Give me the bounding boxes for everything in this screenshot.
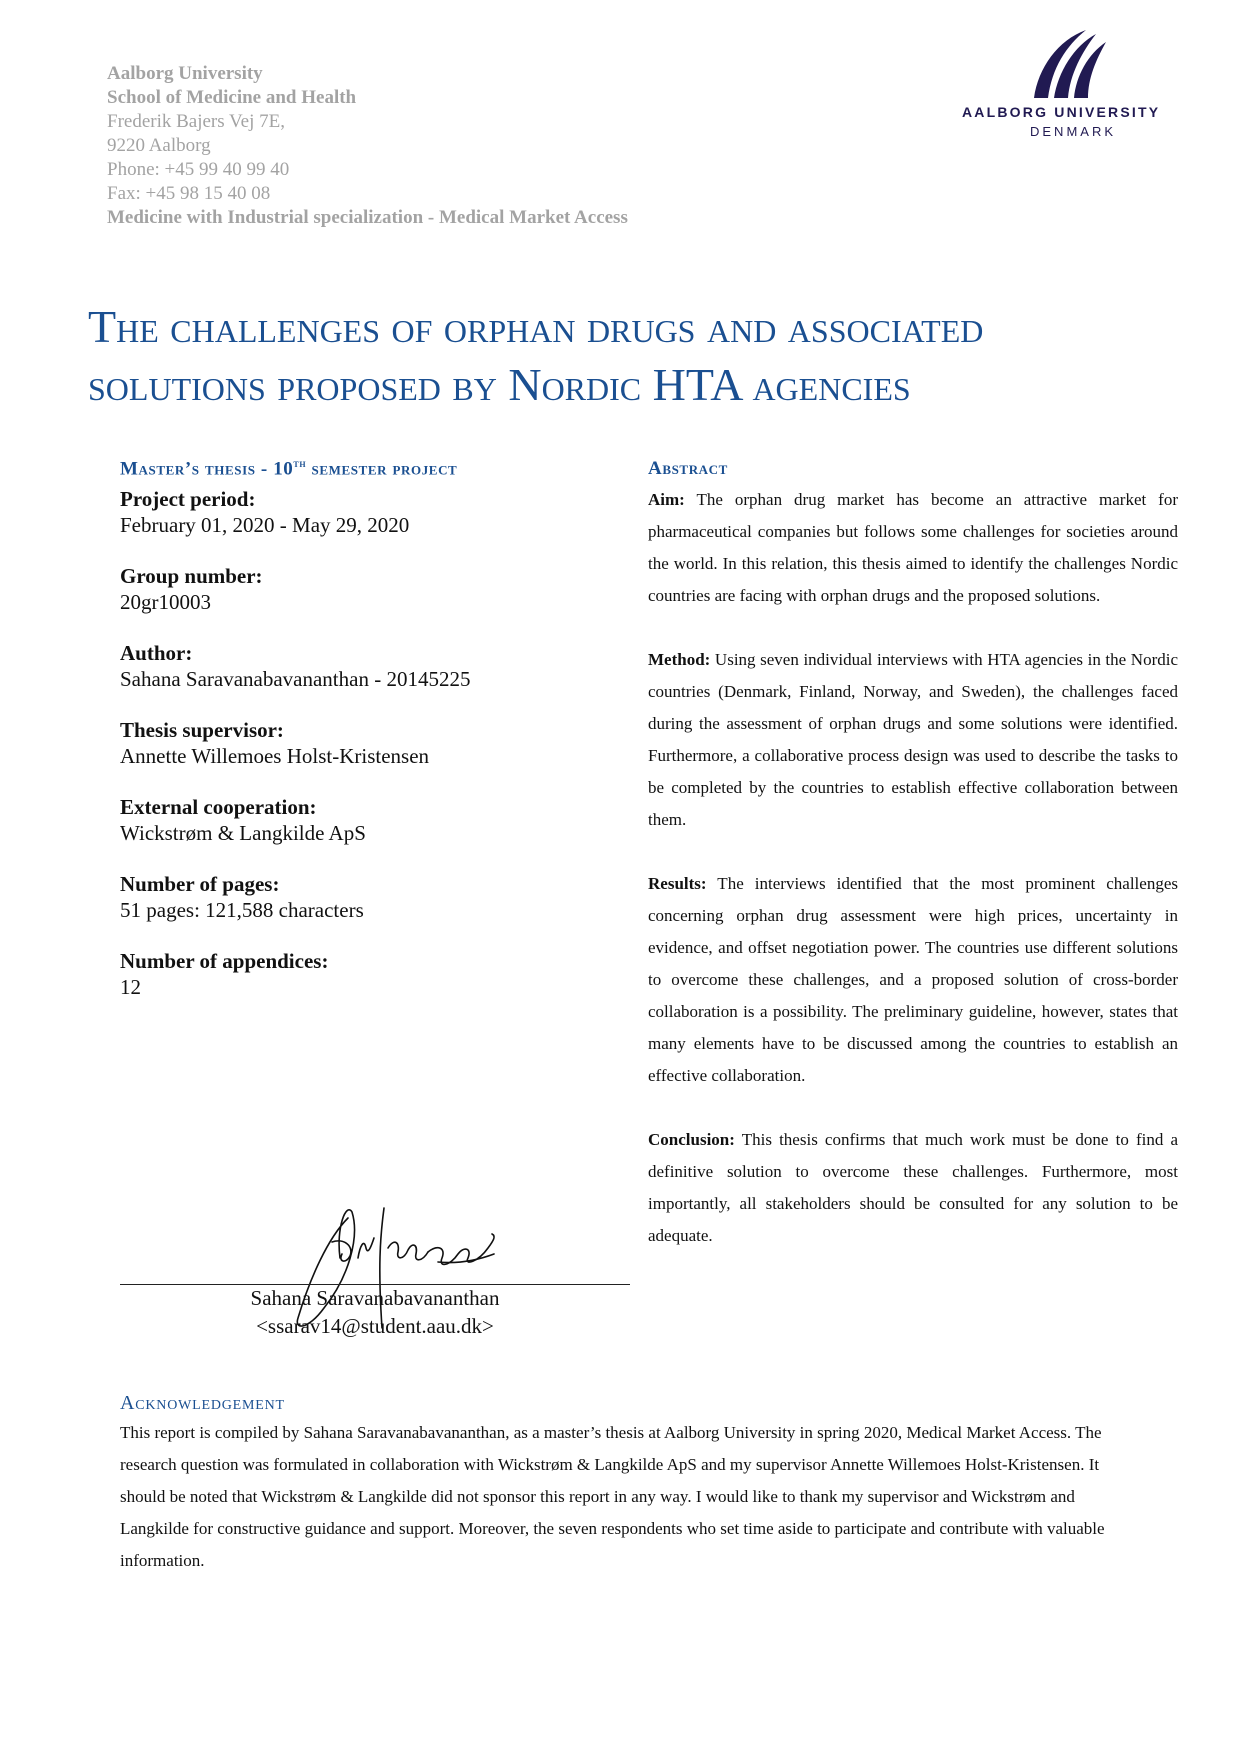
abstract-aim: Aim: The orphan drug market has become an attractive market for pharmaceutical companies but follows some challenges for societies around the world. In this relation, this thesis aimed to identify the challenges Nordic countries are facing with orphan drugs and the proposed solutions.: [648, 490, 1178, 605]
phone-number: Phone: +45 99 40 99 40: [107, 159, 290, 180]
university-logo: [962, 28, 1182, 139]
signature-block: [120, 1284, 630, 1340]
project-info: [120, 458, 640, 1001]
field-group-number: Group number: 20gr10003: [120, 564, 263, 615]
project-heading: Master’s thesis - 10th semester project: [120, 458, 458, 480]
field-project-period: Project period: February 01, 2020 - May 29, 2020: [120, 487, 410, 538]
address-block: [107, 62, 628, 230]
field-thesis-supervisor: Thesis supervisor: Annette Willemoes Holst-Kristensen: [120, 718, 430, 769]
logo-wordmark: AALBORG UNIVERSITY: [962, 104, 1161, 120]
title-line-1: The challenges of orphan drugs and associated: [88, 301, 984, 352]
acknowledgement-section: [120, 1392, 1110, 1577]
field-number-of-appendices: Number of appendices: 12: [120, 949, 329, 1000]
institution-name: Aalborg University: [107, 63, 263, 84]
abstract-method: Method: Using seven individual interviews with HTA agencies in the Nordic countries (Denmark, Finland, Norway, and Sweden), the challenges faced during the assessment of orphan drugs and some solutions were identified. Furthermore, a collaborative process design was used to describe the tasks to be completed by the countries to establish effective collaboration between them.: [648, 650, 1178, 829]
logo-country: DENMARK: [1030, 124, 1117, 139]
school-name: School of Medicine and Health: [107, 87, 357, 108]
aau-wave-logo-icon: [1030, 28, 1110, 100]
abstract-results: Results: The interviews identified that the most prominent challenges concerning orphan drug assessment were high prices, uncertainty in evidence, and offset negotiation power. The countries use different solutions to overcome these challenges, and a proposed solution of cross-border collaboration is a possibility. The preliminary guideline, however, states that many elements have to be discussed among the countries to establish an effective collaboration.: [648, 874, 1178, 1085]
abstract-section: [648, 458, 1178, 1284]
abstract-conclusion: Conclusion: This thesis confirms that much work must be done to find a definitive solution to overcome these challenges. Furthermore, most importantly, all stakeholders should be consulted for any solution to be adequate.: [648, 1130, 1178, 1245]
field-external-cooperation: External cooperation: Wickstrøm & Langkilde ApS: [120, 795, 366, 846]
abstract-heading: Abstract: [648, 458, 728, 479]
acknowledgement-text: This report is compiled by Sahana Saravanabavananthan, as a master’s thesis at Aalborg University in spring 2020, Medical Market Access. The research question was formulated in collaboration with Wickstrøm & Langkilde ApS and my supervisor Annette Willemoes Holst-Kristensen. It should be noted that Wickstrøm & Langkilde did not sponsor this report in any way. I would like to thank my supervisor and Wickstrøm and Langkilde for constructive guidance and support. Moreover, the seven respondents who set time aside to participate and contribute with valuable information.: [120, 1423, 1105, 1570]
program-name: Medicine with Industrial specialization - Medical Market Access: [107, 207, 628, 228]
street-address: Frederik Bajers Vej 7E,: [107, 111, 285, 132]
signatory-email: <ssarav14@student.aau.dk>: [256, 1314, 494, 1338]
field-number-of-pages: Number of pages: 51 pages: 121,588 characters: [120, 872, 364, 923]
thesis-title: [88, 298, 1188, 414]
fax-number: Fax: +45 98 15 40 08: [107, 183, 271, 204]
acknowledgement-heading: Acknowledgement: [120, 1392, 285, 1414]
field-author: Author: Sahana Saravanabavananthan - 20145225: [120, 641, 471, 692]
signatory-name: Sahana Saravanabavananthan: [250, 1286, 500, 1310]
city-address: 9220 Aalborg: [107, 135, 211, 156]
title-line-2: solutions proposed by Nordic HTA agencies: [88, 359, 911, 410]
